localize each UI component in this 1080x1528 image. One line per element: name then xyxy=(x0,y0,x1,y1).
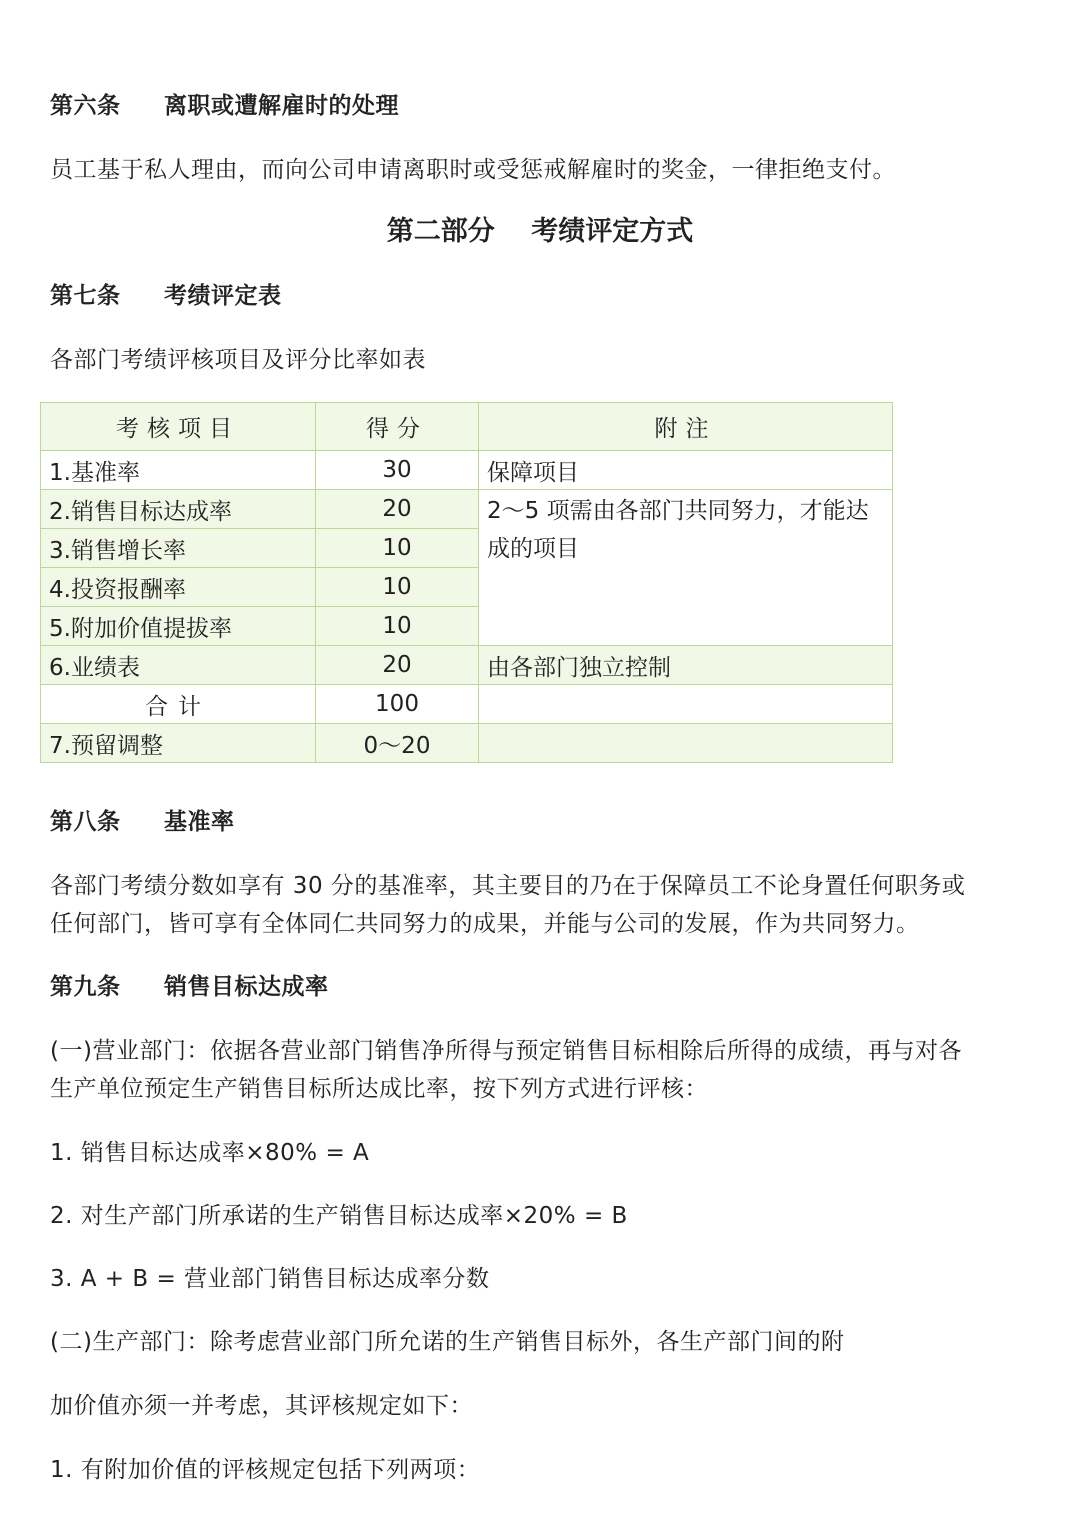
article-7-heading xyxy=(50,277,282,315)
article-8-heading xyxy=(50,803,235,841)
part-2-title: 第二部分 考绩评定方式 xyxy=(386,216,694,247)
table-cell-item: 2.销售目标达成率 xyxy=(41,490,316,529)
article-6-title: 离职或遭解雇时的处理 xyxy=(164,93,399,119)
article-9-paragraph-1 xyxy=(50,1032,1040,1108)
table-row xyxy=(41,646,893,685)
article-9-paragraph-2: (二)生产部门：除考虑营业部门所允诺的生产销售目标外，各生产部门间的附 xyxy=(50,1329,845,1355)
table-cell-score: 20 xyxy=(316,490,479,529)
article-7-intro: 各部门考绩评核项目及评分比率如表 xyxy=(50,347,426,373)
article-8-text xyxy=(50,867,1040,943)
table-cell-note: 保障项目 xyxy=(479,451,893,490)
score-table xyxy=(40,402,893,763)
article-9-item-1: 1. 销售目标达成率×80% = A xyxy=(50,1140,370,1166)
table-cell-score: 30 xyxy=(316,451,479,490)
table-header-score: 得分 xyxy=(316,403,479,451)
article-9-number: 第九条 xyxy=(50,974,121,1000)
table-cell-item: 1.基准率 xyxy=(41,451,316,490)
table-cell-score: 10 xyxy=(316,607,479,646)
table-row xyxy=(41,451,893,490)
article-9-item-3: 3. A + B = 营业部门销售目标达成率分数 xyxy=(50,1266,490,1292)
table-cell-note xyxy=(479,685,893,724)
article-8-title: 基准率 xyxy=(164,809,235,835)
table-cell-score: 20 xyxy=(316,646,479,685)
article-9-item-4: 1. 有附加价值的评核规定包括下列两项： xyxy=(50,1457,481,1483)
table-cell-score: 0～20 xyxy=(316,724,479,763)
table-cell-note xyxy=(479,724,893,763)
article-9-item-2: 2. 对生产部门所承诺的生产销售目标达成率×20% = B xyxy=(50,1203,628,1229)
article-6-number: 第六条 xyxy=(50,93,121,119)
table-cell-item: 5.附加价值提拔率 xyxy=(41,607,316,646)
article-6-text: 员工基于私人理由，而向公司申请离职时或受惩戒解雇时的奖金，一律拒绝支付。 xyxy=(50,157,896,183)
article-7-title: 考绩评定表 xyxy=(164,283,282,309)
table-cell-note: 2～5 项需由各部门共同努力，才能达成的项目 xyxy=(479,490,893,646)
table-header-item: 考核项目 xyxy=(41,403,316,451)
article-9-paragraph-3: 加价值亦须一并考虑，其评核规定如下： xyxy=(50,1393,473,1419)
article-9-paragraph-1-line-2: 生产单位预定生产销售目标所达成比率，按下列方式进行评核： xyxy=(50,1076,708,1102)
table-cell-score: 10 xyxy=(316,529,479,568)
table-cell-item: 7.预留调整 xyxy=(41,724,316,763)
table-row xyxy=(41,490,893,529)
table-cell-item: 4.投资报酬率 xyxy=(41,568,316,607)
table-header-row xyxy=(41,403,893,451)
article-8-number: 第八条 xyxy=(50,809,121,835)
table-cell-score: 100 xyxy=(316,685,479,724)
article-9-title: 销售目标达成率 xyxy=(164,974,329,1000)
table-cell-score: 10 xyxy=(316,568,479,607)
article-6-heading xyxy=(50,87,399,125)
article-9-paragraph-1-line-1: (一)营业部门：依据各营业部门销售净所得与预定销售目标相除后所得的成绩，再与对各 xyxy=(50,1038,962,1064)
article-8-text-line-2: 任何部门，皆可享有全体同仁共同努力的成果，并能与公司的发展，作为共同努力。 xyxy=(50,911,920,937)
table-cell-item: 6.业绩表 xyxy=(41,646,316,685)
table-cell-item: 合计 xyxy=(41,685,316,724)
table-cell-item: 3.销售增长率 xyxy=(41,529,316,568)
table-row-total xyxy=(41,685,893,724)
table-cell-note: 由各部门独立控制 xyxy=(479,646,893,685)
article-7-number: 第七条 xyxy=(50,283,121,309)
article-9-heading xyxy=(50,968,329,1006)
table-row xyxy=(41,724,893,763)
article-8-text-line-1: 各部门考绩分数如享有 30 分的基准率，其主要目的乃在于保障员工不论身置任何职务或 xyxy=(50,873,966,899)
table-header-note: 附注 xyxy=(479,403,893,451)
